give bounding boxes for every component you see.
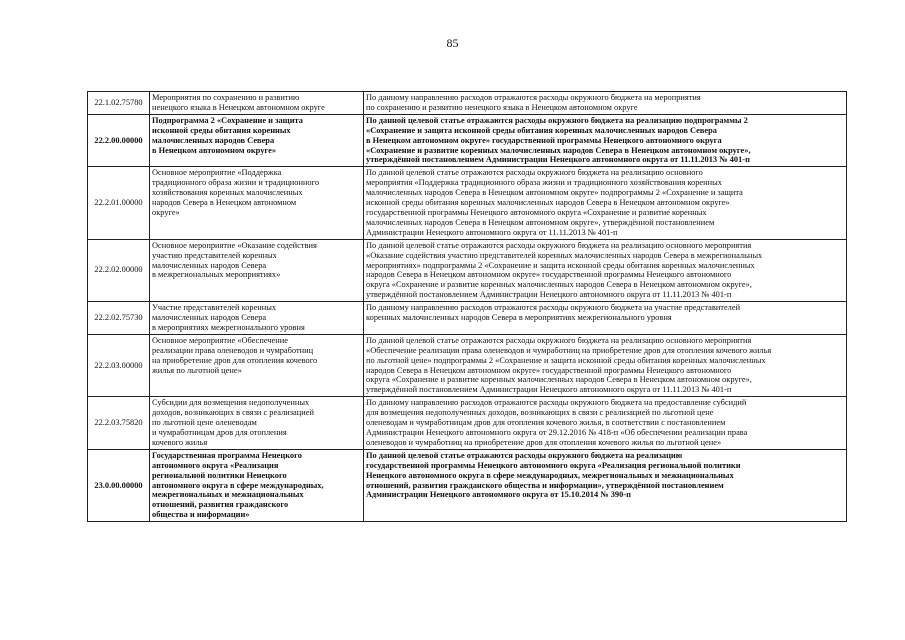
table-row (88, 167, 847, 239)
target-code: 22.2.03.00000 (88, 334, 150, 396)
page-number: 85 (446, 36, 459, 50)
table-row (88, 397, 847, 450)
target-code: 22.2.00.00000 (88, 114, 150, 167)
table-row (88, 449, 847, 521)
article-name: Подпрограмма 2 «Сохранение и защита исконной среды обитания коренных малочисленных народов Севера в Ненецком автономном округе» (150, 114, 364, 167)
target-code: 22.2.02.00000 (88, 239, 150, 301)
target-code: 22.1.02.75780 (88, 92, 150, 115)
article-description: По данной целевой статье отражаются расходы окружного бюджета на реализацию основного мероприятия «Обеспечение реализации права оленеводов и чумработниц на приобретение дров для отопления кочевого жилья по льготной цене» подпрограммы 2 «Сохранение и защита исконной среды обитания коренных малочисленных народов Севера в Ненецком автономном округе» государственной программы Ненецкого автономного округа «Сохранение и развитие коренных малочисленных народов Севера в Ненецком автономном округе», утверждённой постановлением Администрации Ненецкого автономного округа от 11.11.2013 № 401-п (364, 334, 847, 396)
article-name: Государственная программа Ненецкого автономного округа «Реализация региональной политики Ненецкого автономного округа в сфере международных, межрегиональных и межнациональных отношений, развития гражданского общества и информации» (150, 449, 364, 521)
table-row (88, 92, 847, 115)
article-description: По данной целевой статье отражаются расходы окружного бюджета на реализацию основного мероприятия «Оказание содействия участию представителей коренных малочисленных народов Севера в межрегиональных мероприятиях» подпрограммы 2 «Сохранение и защита исконной среды обитания коренных малочисленных народов Севера в Ненецком автономном округе» государственной программы Ненецкого автономного округа «Сохранение и развитие коренных малочисленных народов Севера в Ненецком автономном округе», утверждённой постановлением Администрации Ненецкого автономного округа от 11.11.2013 № 401-п (364, 239, 847, 301)
article-name: Основное мероприятие «Обеспечение реализации права оленеводов и чумработниц на приобретение дров для отопления кочевого жилья по льготной цене» (150, 334, 364, 396)
article-name: Участие представителей коренных малочисленных народов Севера в мероприятиях межрегионального уровня (150, 302, 364, 335)
target-code: 22.2.03.75820 (88, 397, 150, 450)
article-description: По данной целевой статье отражаются расходы окружного бюджета на реализацию государственной программы Ненецкого автономного округа «Реализация региональной политики Ненецкого автономного округа в сфере международных, межрегиональных и межнациональных отношений, развития гражданского общества и информации», утверждённой постановлением Администрации Ненецкого автономного округа от 15.10.2014 № 390-п (364, 449, 847, 521)
target-code: 22.2.02.75730 (88, 302, 150, 335)
table-row (88, 302, 847, 335)
article-description: По данной целевой статье отражаются расходы окружного бюджета на реализацию основного мероприятия «Поддержка традиционного образа жизни и традиционного хозяйствования коренных малочисленных народов Севера в Ненецком автономном округе» подпрограммы 2 «Сохранение и защита исконной среды обитания коренных малочисленных народов Севера в Ненецком автономном округе» государственной программы Ненецкого автономного округа «Сохранение и развитие коренных малочисленных народов Севера в Ненецком автономном округе», утверждённой постановлением Администрации Ненецкого автономного округа от 11.11.2013 № 401-п (364, 167, 847, 239)
article-name: Основное мероприятие «Оказание содействия участию представителей коренных малочисленных народов Севера в межрегиональных мероприятиях» (150, 239, 364, 301)
table-row (88, 114, 847, 167)
table-row (88, 334, 847, 396)
table-row (88, 239, 847, 301)
article-name: Мероприятия по сохранению и развитию ненецкого языка в Ненецком автономном округе (150, 92, 364, 115)
article-name: Субсидии для возмещения недополученных доходов, возникающих в связи с реализацией по льготной цене оленеводам и чумработницам дров для отопления кочевого жилья (150, 397, 364, 450)
article-description: По данной целевой статье отражаются расходы окружного бюджета на реализацию подпрограммы 2 «Сохранение и защита исконной среды обитания коренных малочисленных народов Севера в Ненецком автономном округе» государственной программы Ненецкого автономного округа «Сохранение и развитие коренных малочисленных народов Севера в Ненецком автономном округе», утверждённой постановлением Администрации Ненецкого автономного округа от 11.11.2013 № 401-п (364, 114, 847, 167)
target-code: 23.0.00.00000 (88, 449, 150, 521)
article-description: По данному направлению расходов отражаются расходы окружного бюджета на предоставление субсидий для возмещения недополученных доходов, возникающих в связи с реализацией по льготной цене оленеводам и чумработницам дров для отопления кочевого жилья, в соответствии с постановлением Администрации Ненецкого автономного округа от 29.12.2016 № 418-п «Об обеспечении реализации права оленеводов и чумработниц на приобретение дров для отопления кочевого жилья по льготной цене» (364, 397, 847, 450)
article-name: Основное мероприятие «Поддержка традиционного образа жизни и традиционного хозяйствования коренных малочисленных народов Севера в Ненецком автономном округе» (150, 167, 364, 239)
article-description: По данному направлению расходов отражаются расходы окружного бюджета на участие представителей коренных малочисленных народов Севера в мероприятиях межрегионального уровня (364, 302, 847, 335)
budget-classification-table (87, 91, 847, 522)
target-code: 22.2.01.00000 (88, 167, 150, 239)
article-description: По данному направлению расходов отражаются расходы окружного бюджета на мероприятия по сохранению и развитию ненецкого языка в Ненецком автономном округе (364, 92, 847, 115)
